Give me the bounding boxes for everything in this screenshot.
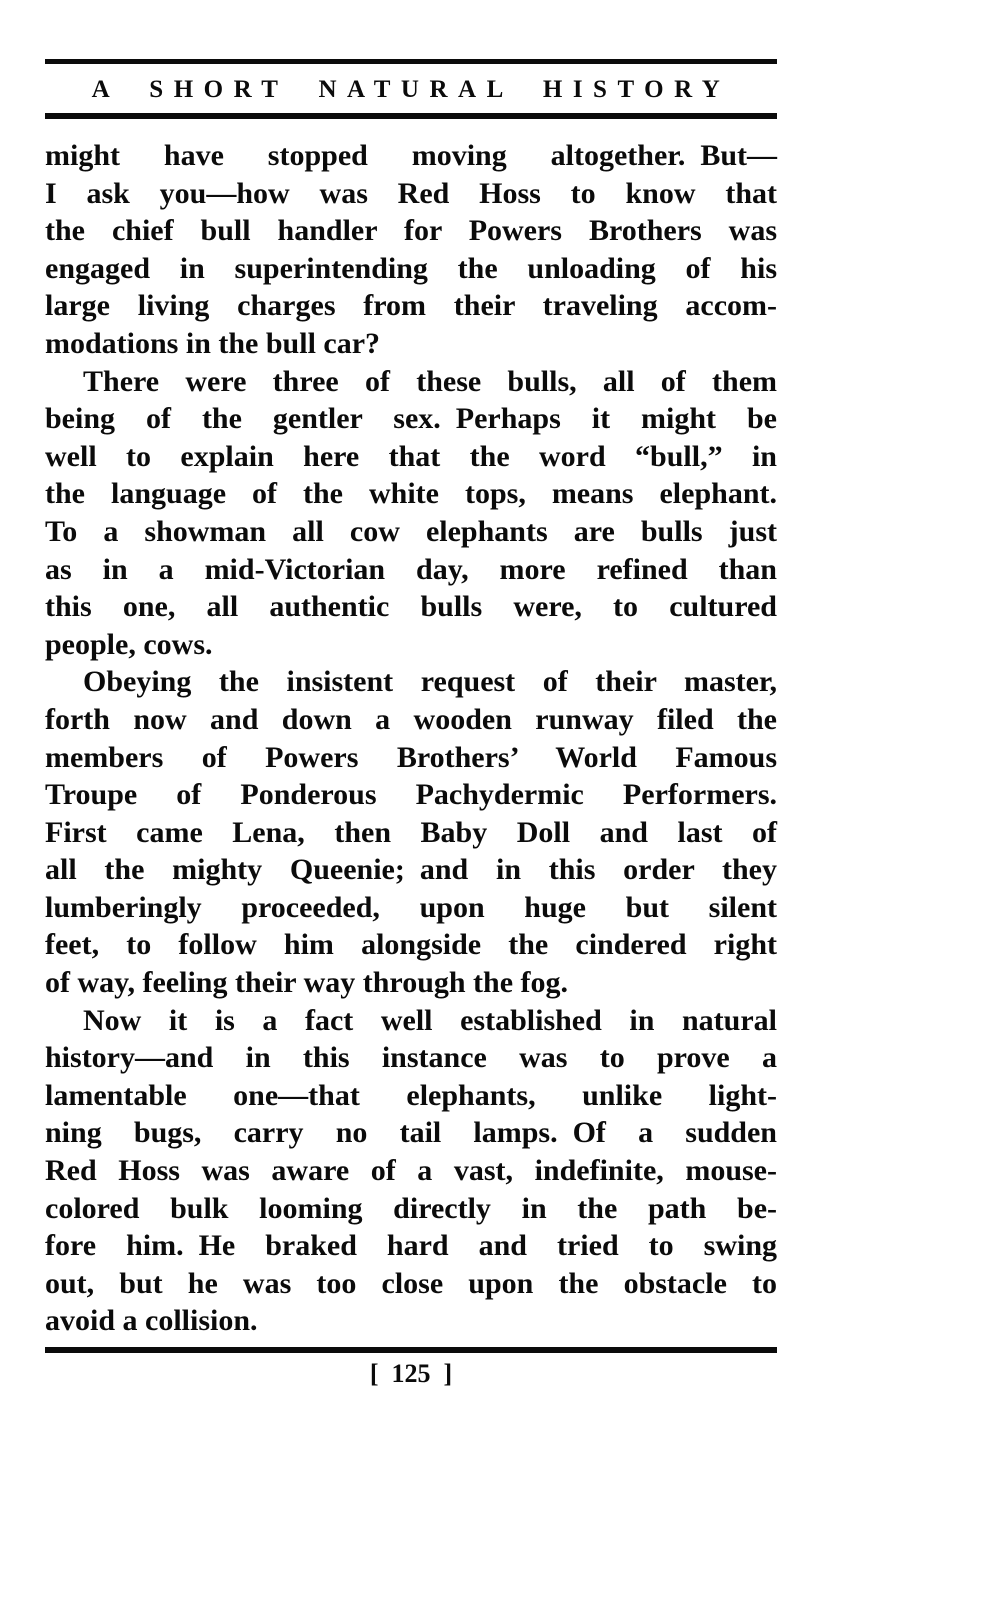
text-line: Now it is a fact well established in natural [83, 1003, 777, 1037]
text-line: well to explain here that the word “bull,” in [45, 439, 777, 473]
text-line: Obeying the insistent request of their master, [83, 665, 777, 699]
paragraph [45, 1002, 777, 1340]
text-line: the chief bull handler for Powers Brothers was [45, 214, 777, 248]
text-line: Troupe of Ponderous Pachydermic Performers. [45, 778, 777, 812]
text-line: all the mighty Queenie; and in this order they [45, 853, 777, 887]
header-rule-bottom [45, 113, 777, 119]
text-line: To a showman all cow elephants are bulls just [45, 514, 777, 548]
text-line: members of Powers Brothers’ World Famous [45, 740, 777, 774]
text-line: lamentable one—that elephants, unlike light- [45, 1078, 777, 1112]
text-line: out, but he was too close upon the obstacle to [45, 1266, 777, 1300]
text-line: engaged in superintending the unloading of his [45, 251, 777, 285]
running-header: A SHORT NATURAL HISTORY [91, 76, 731, 103]
text-line: this one, all authentic bulls were, to cultured [45, 590, 777, 624]
text-line: modations in the bull car? [45, 326, 381, 360]
text-line: people, cows. [45, 627, 213, 661]
text-line: the language of the white tops, means elephant. [45, 477, 777, 511]
text-line: might have stopped moving altogether. But— [45, 139, 777, 172]
text-line: of way, feeling their way through the fog. [45, 966, 569, 1000]
text-line: being of the gentler sex. Perhaps it might be [45, 402, 777, 436]
text-line: large living charges from their traveling accom- [45, 289, 777, 323]
text-line: There were three of these bulls, all of them [83, 364, 777, 398]
paragraph [45, 663, 777, 1001]
text-line: colored bulk looming directly in the path be- [45, 1191, 777, 1225]
text-line: I ask you—how was Red Hoss to know that [45, 176, 777, 210]
text-line: history—and in this instance was to prove a [45, 1041, 777, 1075]
text-line: as in a mid-Victorian day, more refined than [45, 552, 777, 586]
footer-rule [45, 1347, 777, 1353]
text-line: avoid a collision. [45, 1304, 258, 1338]
text-line: lumberingly proceeded, upon huge but silent [45, 890, 777, 924]
page-body [45, 137, 777, 1340]
text-line: ning bugs, carry no tail lamps. Of a sudden [45, 1116, 777, 1150]
text-line: First came Lena, then Baby Doll and last of [45, 815, 777, 849]
text-line: Red Hoss was aware of a vast, indefinite, mouse- [45, 1154, 777, 1188]
paragraph [45, 137, 777, 363]
text-line: feet, to follow him alongside the cindered right [45, 928, 777, 962]
text-line: forth now and down a wooden runway filed the [45, 702, 777, 736]
text-line: fore him. He braked hard and tried to swing [45, 1229, 777, 1263]
paragraph [45, 363, 777, 664]
page-content [45, 0, 777, 1391]
page-number: [ 125 ] [369, 1359, 453, 1388]
